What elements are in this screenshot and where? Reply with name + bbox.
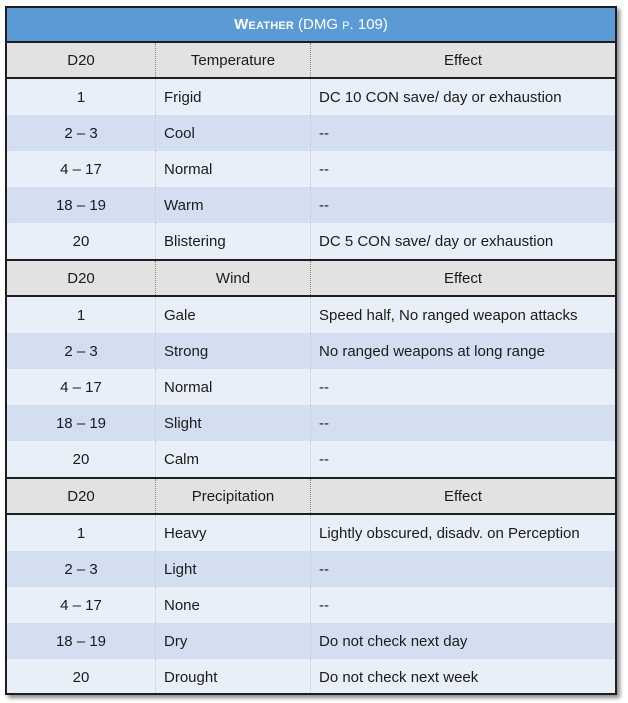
header-effect: Effect xyxy=(310,479,615,513)
table-row xyxy=(7,551,615,587)
roll-cell: 20 xyxy=(72,232,90,250)
condition-cell: Cool xyxy=(155,115,310,151)
table-title-sub: (DMG p. 109) xyxy=(298,16,388,33)
header-temperature: Temperature xyxy=(155,43,310,77)
table-row xyxy=(7,623,615,659)
table-row xyxy=(7,223,615,259)
roll-cell: 1 xyxy=(76,88,86,106)
effect-cell: DC 10 CON save/ day or exhaustion xyxy=(310,79,615,115)
header-effect: Effect xyxy=(310,261,615,295)
table-row xyxy=(7,587,615,623)
effect-cell: Speed half, No ranged weapon attacks xyxy=(310,297,615,333)
table-row xyxy=(7,297,615,333)
condition-cell: None xyxy=(155,587,310,623)
table-row xyxy=(7,405,615,441)
roll-cell: 20 xyxy=(72,668,90,686)
header-precipitation: Precipitation xyxy=(155,479,310,513)
effect-cell: -- xyxy=(310,187,615,223)
condition-cell: Blistering xyxy=(155,223,310,259)
roll-cell: 20 xyxy=(72,450,90,468)
roll-cell: 4 – 17 xyxy=(60,160,102,178)
condition-cell: Strong xyxy=(155,333,310,369)
roll-cell: 2 – 3 xyxy=(64,560,98,578)
effect-cell: -- xyxy=(310,551,615,587)
roll-cell: 2 – 3 xyxy=(64,342,98,360)
roll-cell: 4 – 17 xyxy=(60,378,102,396)
table-row xyxy=(7,369,615,405)
effect-cell: Do not check next day xyxy=(310,623,615,659)
table-row xyxy=(7,115,615,151)
condition-cell: Slight xyxy=(155,405,310,441)
effect-cell: Lightly obscured, disadv. on Perception xyxy=(310,515,615,551)
effect-cell: DC 5 CON save/ day or exhaustion xyxy=(310,223,615,259)
condition-cell: Drought xyxy=(155,659,310,695)
roll-cell: 1 xyxy=(76,306,86,324)
header-d20: D20 xyxy=(67,51,95,69)
condition-cell: Normal xyxy=(155,369,310,405)
effect-cell: Do not check next week xyxy=(310,659,615,695)
table-row xyxy=(7,187,615,223)
condition-cell: Warm xyxy=(155,187,310,223)
table-row xyxy=(7,659,615,695)
condition-cell: Gale xyxy=(155,297,310,333)
roll-cell: 18 – 19 xyxy=(55,414,107,432)
roll-cell: 18 – 19 xyxy=(55,632,107,650)
condition-cell: Normal xyxy=(155,151,310,187)
table-title xyxy=(7,8,615,43)
condition-cell: Light xyxy=(155,551,310,587)
table-row xyxy=(7,151,615,187)
section-header-temperature xyxy=(7,43,615,79)
condition-cell: Frigid xyxy=(155,79,310,115)
roll-cell: 2 – 3 xyxy=(64,124,98,142)
table-row xyxy=(7,79,615,115)
effect-cell: -- xyxy=(310,405,615,441)
effect-cell: No ranged weapons at long range xyxy=(310,333,615,369)
effect-cell: -- xyxy=(310,115,615,151)
weather-table xyxy=(5,6,617,695)
condition-cell: Dry xyxy=(155,623,310,659)
table-row xyxy=(7,333,615,369)
effect-cell: -- xyxy=(310,369,615,405)
effect-cell: -- xyxy=(310,587,615,623)
header-effect: Effect xyxy=(310,43,615,77)
table-title-main: Weather xyxy=(234,16,295,33)
effect-cell: -- xyxy=(310,151,615,187)
header-wind: Wind xyxy=(155,261,310,295)
header-d20: D20 xyxy=(67,487,95,505)
section-header-precipitation xyxy=(7,477,615,515)
effect-cell: -- xyxy=(310,441,615,477)
roll-cell: 4 – 17 xyxy=(60,596,102,614)
condition-cell: Calm xyxy=(155,441,310,477)
table-row xyxy=(7,441,615,477)
roll-cell: 18 – 19 xyxy=(55,196,107,214)
roll-cell: 1 xyxy=(76,524,86,542)
condition-cell: Heavy xyxy=(155,515,310,551)
header-d20: D20 xyxy=(67,269,95,287)
table-row xyxy=(7,515,615,551)
section-header-wind xyxy=(7,259,615,297)
